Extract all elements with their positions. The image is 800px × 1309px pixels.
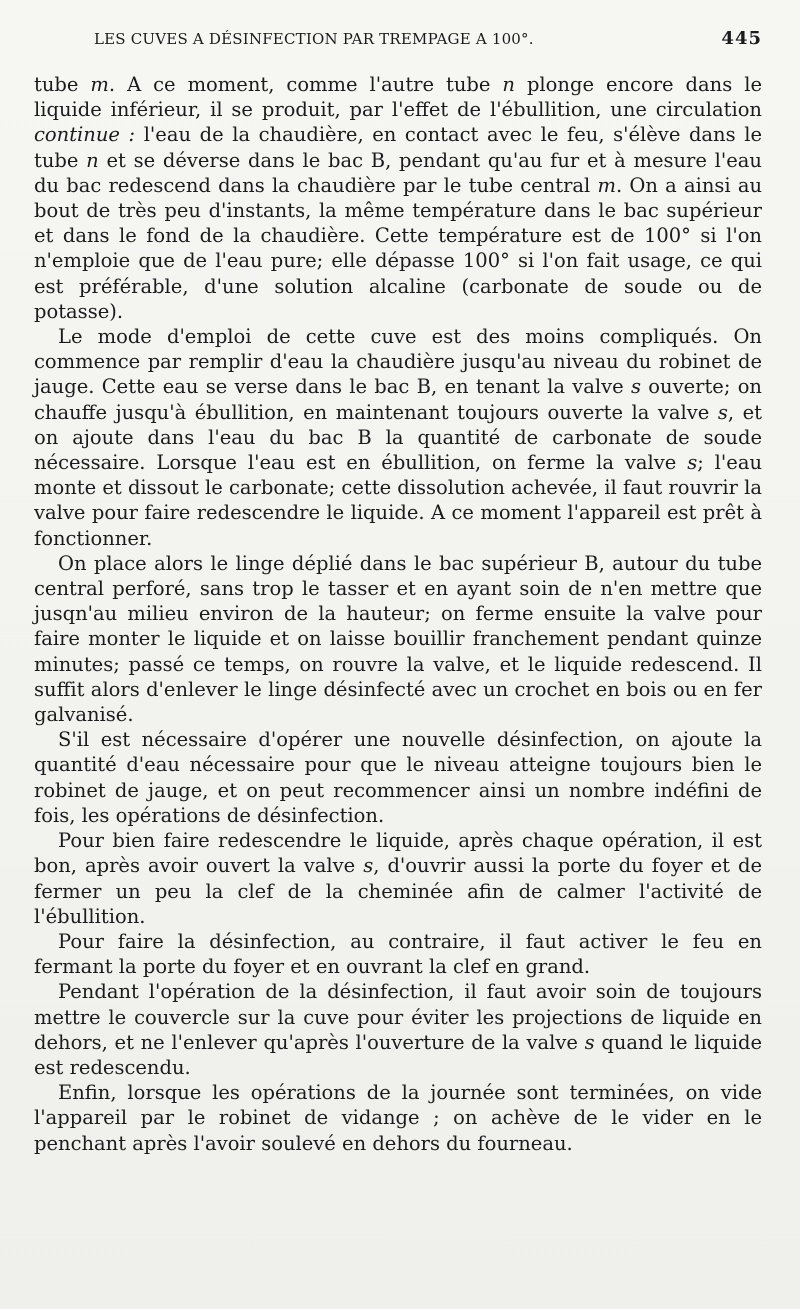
paragraph-3: On place alors le linge déplié dans le bac supérieur B, autour du tube central perforé, sans trop le tasser et en ayant soin de n'en mettre que jusqn'au milieu environ de la hauteur; on ferme ensuite la valve pour faire monter le liquide et on laisse bouillir franchement pendant quinze minutes; passé ce temps, on rouvre la valve, et le liquide redescend. Il suffit alors d'enlever le linge désinfecté avec un crochet en bois ou en fer galvanisé. (34, 551, 762, 727)
paragraph-2: Le mode d'emploi de cette cuve est des moins compliqués. On commence par remplir d'eau la chaudière jusqu'au niveau du robinet de jauge. Cette eau se verse dans le bac B, en tenant la valve s ouverte; on chauffe jusqu'à ébullition, en maintenant toujours ouverte la valve s, et on ajoute dans l'eau du bac B la quantité de carbonate de soude nécessaire. Lorsque l'eau est en ébullition, on ferme la valve s; l'eau monte et dissout le carbonate; cette dissolution achevée, il faut rouvrir la valve pour faire redescendre le liquide. A ce moment l'appareil est prêt à fonctionner. (34, 325, 763, 550)
paragraph-6: Pour faire la désinfection, au contraire, il faut activer le feu en fermant la porte du foyer et en ouvrant la clef en grand. (34, 929, 762, 979)
running-header (34, 28, 762, 62)
paragraph-8: Enfin, lorsque les opérations de la journée sont terminées, on vide l'appareil par le robinet de vidange ; on achève de le vider en le penchant après l'avoir soulevé en dehors du fourneau. (34, 1081, 762, 1155)
paragraph-7: Pendant l'opération de la désinfection, il faut avoir soin de toujours mettre le couvercle sur la cuve pour éviter les projections de liquide en dehors, et ne l'enlever qu'après l'ouverture de la valve s quand le liquide est redescendu. (34, 980, 762, 1079)
page-number: 445 (721, 28, 762, 49)
paragraph-5: Pour bien faire redescendre le liquide, après chaque opération, il est bon, après avoir ouvert la valve s, d'ouvrir aussi la porte du foyer et de fermer un peu la clef de la cheminée afin de calmer l'activité de l'ébullition. (34, 829, 762, 928)
paragraph-1: tube m. A ce moment, comme l'autre tube n plonge encore dans le liquide inférieur, il se produit, par l'effet de l'ébullition, une circulation continue : l'eau de la chaudière, en contact avec le feu, s'élève dans le tube n et se déverse dans le bac B, pendant qu'au fur et à mesure l'eau du bac redescend dans la chaudière par le tube central m. On a ainsi au bout de très peu d'instants, la même température dans le bac supérieur et dans le fond de la chaudière. Cette température est de 100° si l'on n'emploie que de l'eau pure; elle dépasse 100° si l'on fait usage, ce qui est préférable, d'une solution alcaline (carbonate de soude ou de potasse). (34, 73, 763, 323)
page-text (34, 72, 762, 1156)
paragraph-4: S'il est nécessaire d'opérer une nouvelle désinfection, on ajoute la quantité d'eau nécessaire pour que le niveau atteigne toujours bien le robinet de jauge, et on peut recommencer ainsi un nombre indéfini de fois, les opérations de désinfection. (34, 728, 762, 827)
running-title: LES CUVES A DÉSINFECTION PAR TREMPAGE A 100°. (94, 30, 534, 48)
